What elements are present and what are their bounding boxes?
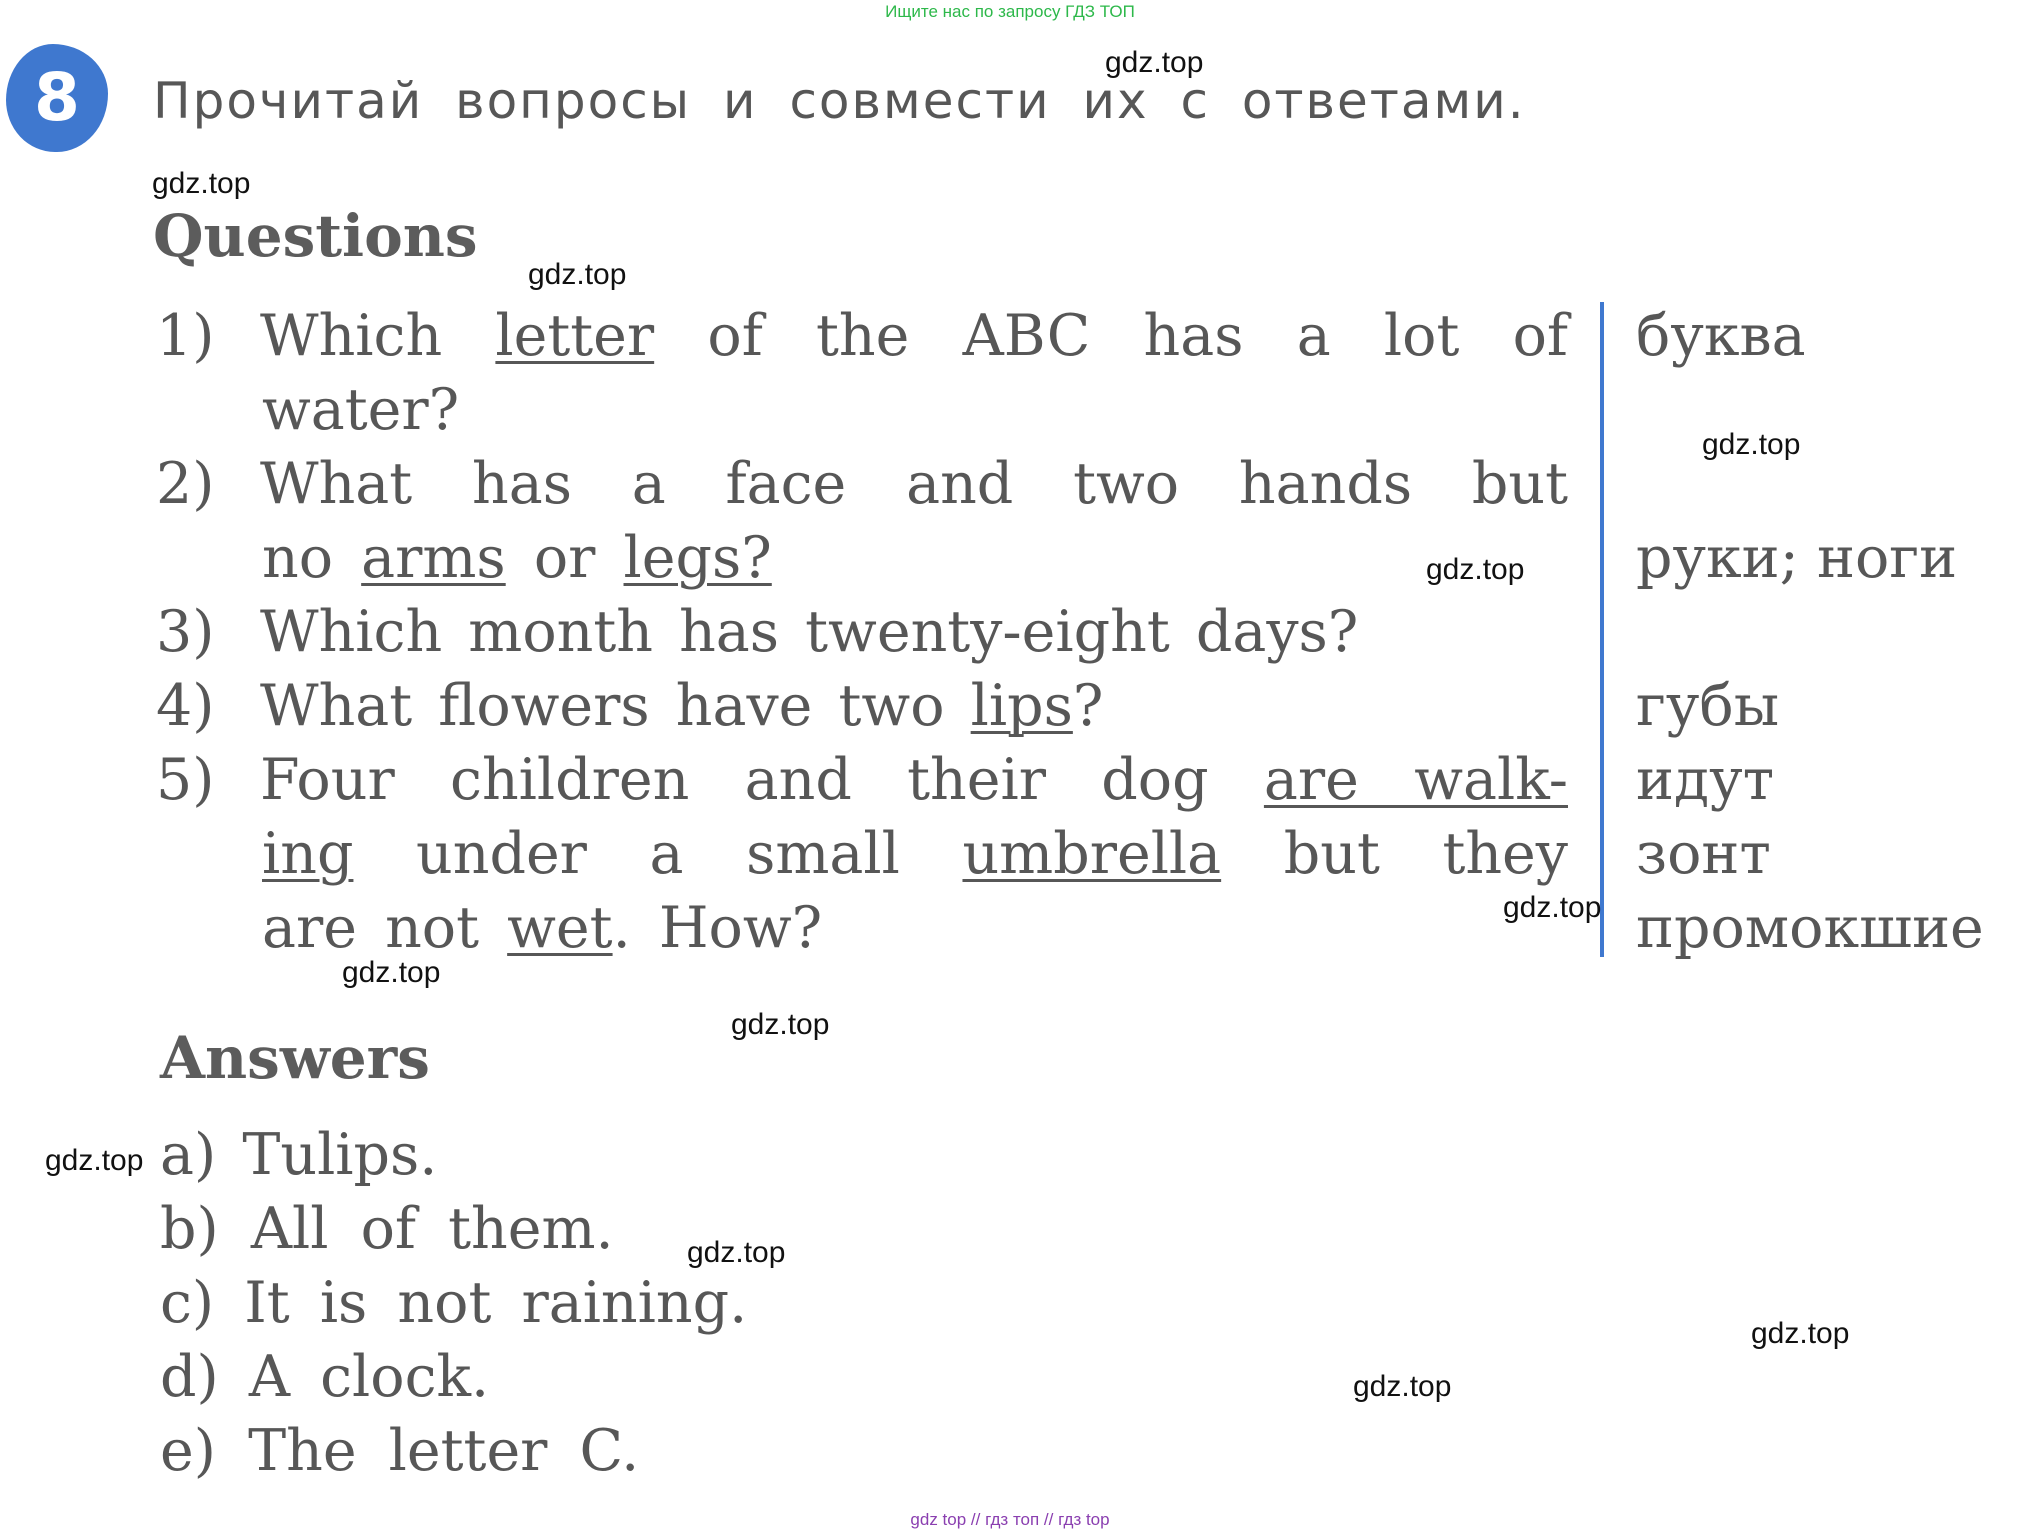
question-3-text: Which month has twenty-eight days?	[260, 599, 1359, 665]
answer-d: d) A clock.	[160, 1344, 490, 1410]
watermark: gdz.top	[1751, 1317, 1850, 1350]
answer-b: b) All of them.	[160, 1196, 614, 1262]
answer-e: e) The letter C.	[160, 1418, 640, 1484]
question-5-line-2: ing under a small umbrella but they	[262, 821, 1568, 887]
watermark: gdz.top	[687, 1236, 786, 1269]
question-2-line-1: 2) What has a face and two hands but	[156, 447, 1568, 521]
question-5-number: 5)	[156, 747, 215, 813]
watermark: gdz.top	[152, 167, 251, 200]
watermark: gdz.top	[1105, 46, 1204, 79]
question-2-line-2: no arms or legs?	[262, 525, 772, 591]
watermark: gdz.top	[1353, 1370, 1452, 1403]
question-1-number: 1)	[156, 303, 215, 369]
question-4-number: 4)	[156, 673, 215, 739]
watermark: gdz.top	[731, 1008, 830, 1041]
answers-heading: Answers	[160, 1024, 430, 1092]
glossary-item: зонт	[1636, 821, 1771, 887]
questions-heading: Questions	[153, 202, 478, 270]
glossary-item: промокшие	[1636, 895, 1984, 961]
watermark: gdz.top	[528, 258, 627, 291]
watermark: gdz.top	[342, 956, 441, 989]
answer-c: c) It is not raining.	[160, 1270, 748, 1336]
question-4: 4) What flowers have two lips?	[156, 669, 1103, 743]
question-5-line-1: 5) Four children and their dog are walk-	[156, 743, 1568, 817]
exercise-number: 8	[34, 59, 80, 136]
watermark: gdz.top	[1503, 891, 1602, 924]
question-1-line-1: 1) Which letter of the ABC has a lot of	[156, 299, 1568, 373]
question-1-line-2: water?	[262, 377, 460, 443]
bottom-banner: gdz top // гдз топ // гдз top	[910, 1510, 1110, 1529]
exercise-instruction: Прочитай вопросы и совмести их с ответами.	[153, 72, 1526, 130]
answer-a: a) Tulips.	[160, 1122, 438, 1188]
question-2-number: 2)	[156, 451, 215, 517]
watermark: gdz.top	[45, 1144, 144, 1177]
exercise-number-badge	[6, 44, 108, 152]
glossary-item: губы	[1636, 673, 1780, 739]
question-3-number: 3)	[156, 599, 215, 665]
glossary-item: идут	[1636, 747, 1775, 813]
glossary-item: буква	[1636, 303, 1806, 369]
watermark: gdz.top	[1702, 428, 1801, 461]
top-banner: Ищите нас по запросу ГДЗ ТОП	[885, 2, 1135, 21]
glossary-divider	[1600, 302, 1604, 957]
question-3	[156, 595, 1358, 669]
glossary-item: руки; ноги	[1636, 525, 1958, 591]
question-5-line-3: are not wet. How?	[262, 895, 823, 961]
watermark: gdz.top	[1426, 553, 1525, 586]
